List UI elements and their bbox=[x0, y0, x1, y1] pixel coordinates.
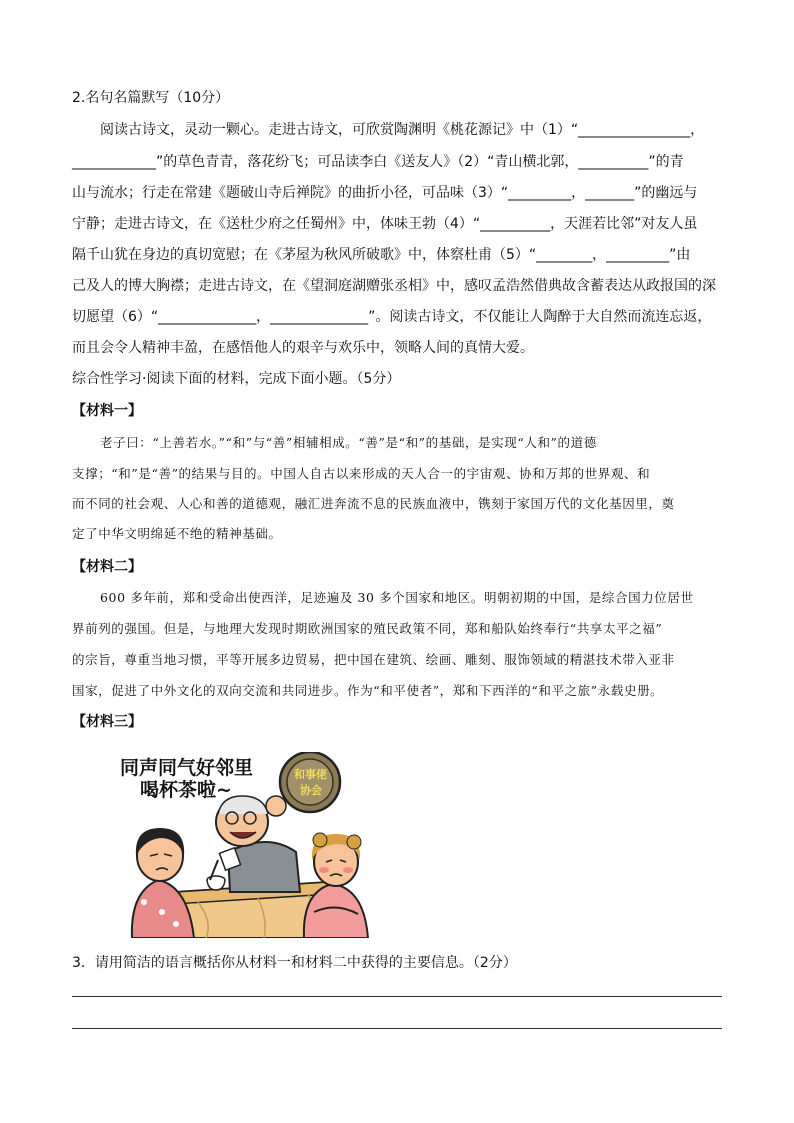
comprehensive-intro: 综合性学习·阅读下面的材料，完成下面小题。（5分） bbox=[72, 371, 401, 387]
q2-line-2: ____________”的草色青青，落花纷飞；可品读李白《送友人》（2）“青山横北郭，__________”的青 bbox=[72, 154, 684, 170]
material2-line-4: 国家，促进了中外文化的双向交流和共同进步。作为“和平使者”，郑和下西洋的“和平之旅”永载史册。 bbox=[72, 683, 664, 698]
q2-line-5: 隔千山犹在身边的真切宽慰；在《茅屋为秋风所破歌》中，体察杜甫（5）“________，_________”由 bbox=[72, 247, 691, 263]
material2-label: 【材料二】 bbox=[72, 559, 142, 575]
q3-text: 3．请用简洁的语言概括你从材料一和材料二中获得的主要信息。（2分） bbox=[72, 955, 517, 971]
q2-line-4: 宁静；走进古诗文，在《送杜少府之任蜀州》中，体味王勃（4）“__________，天涯若比邻”对友人虽 bbox=[72, 216, 698, 232]
cartoon-caption-line-1: 同声同气好邻里 bbox=[120, 757, 254, 779]
woman-left-figure bbox=[132, 828, 194, 938]
material1-label: 【材料一】 bbox=[72, 403, 142, 419]
material2-line-1: 600 多年前，郑和受命出使西洋，足迹遍及 30 多个国家和地区。明朝初期的中国，是综合国力位居世 bbox=[100, 590, 694, 605]
q2-line-7: 切愿望（6）“______________，______________”。阅读古诗文，不仅能让人陶醉于大自然而流连忘返， bbox=[72, 309, 712, 325]
q2-line-1: 阅读古诗文，灵动一颗心。走进古诗文，可欣赏陶渊明《桃花源记》中（1）“________________， bbox=[100, 122, 705, 138]
badge-icon bbox=[280, 752, 340, 812]
material1-line-3: 而不同的社会观、人心和善的道德观，融汇进奔流不息的民族血液中，镌刻于家国万代的文化基因里，奠 bbox=[72, 496, 675, 511]
answer-line-2[interactable] bbox=[72, 1028, 722, 1029]
answer-line-1[interactable] bbox=[72, 996, 722, 997]
material1-line-4: 定了中华文明绵延不绝的精神基础。 bbox=[72, 526, 282, 541]
material2-line-2: 界前列的强国。但是，与地理大发现时期欧洲国家的殖民政策不同，郑和船队始终奉行“共享太平之福” bbox=[72, 621, 663, 636]
q2-line-6: 己及人的博大胸襟；走进古诗文，在《望洞庭湖赠张丞相》中，感叹孟浩然借典故含蓄表达从政报国的深 bbox=[72, 278, 716, 294]
cartoon-caption-line-2: 喝杯茶啦~ bbox=[140, 779, 232, 801]
material1-line-1: 老子曰：“上善若水。”“和”与“善”相辅相成。“善”是“和”的基础，是实现“人和”的道德 bbox=[100, 435, 597, 450]
material2-line-3: 的宗旨，尊重当地习惯，平等开展多边贸易，把中国在建筑、绘画、雕刻、服饰领域的精湛技术带入亚非 bbox=[72, 652, 675, 667]
material3-label: 【材料三】 bbox=[72, 714, 142, 730]
material1-line-2: 支撑；“和”是“善”的结果与目的。中国人自古以来形成的天人合一的宇宙观、协和万邦的世界观、和 bbox=[72, 466, 651, 481]
q2-line-3: 山与流水；行走在常建《题破山寺后禅院》的曲折小径，可品味（3）“_________，_______”的幽远与 bbox=[72, 185, 698, 201]
cartoon-illustration bbox=[118, 752, 388, 938]
q2-heading: 2.名句名篇默写（10分） bbox=[72, 90, 230, 106]
badge-text-line-2: 协会 bbox=[300, 784, 322, 797]
q2-line-8: 而且会令人精神丰盈，在感悟他人的艰辛与欢乐中，领略人间的真情大爱。 bbox=[72, 340, 534, 356]
badge-text-line-1: 和事佬 bbox=[294, 768, 327, 781]
